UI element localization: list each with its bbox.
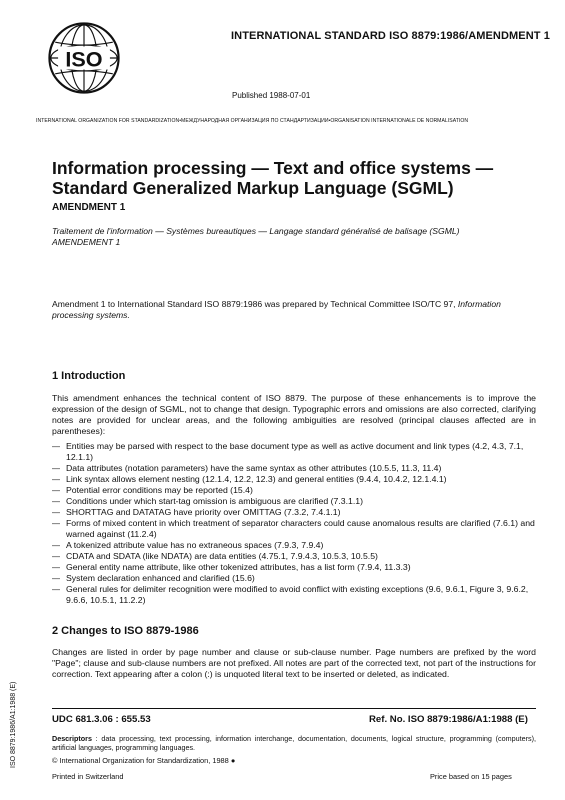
french-title-line-2: AMENDEMENT 1 <box>52 237 121 247</box>
changes-heading: 2 Changes to ISO 8879-1986 <box>52 625 199 637</box>
standard-identifier: INTERNATIONAL STANDARD ISO 8879:1986/AMENDMENT 1 <box>231 30 550 42</box>
descriptors-text: : data processing, text processing, information interchange, documentation, documents, logical structure, programming (computers), artificial languages, programming languages. <box>52 734 536 752</box>
organization-line: INTERNATIONAL ORGANIZATION FOR STANDARDIZATION•МЕЖДУНАРОДНАЯ ОРГАНИЗАЦИЯ ПО СТАНДАРТИЗАЦИИ•ORGANISATION INTERNATIONALE DE NORMALISATION <box>36 118 469 124</box>
logo-text: ISO <box>65 46 103 72</box>
iso-logo <box>48 22 120 94</box>
list-item: — General entity name attribute, like other tokenized attributes, has a list form (7.9.4, 11.3.3) <box>52 562 536 573</box>
changes-paragraph: Changes are listed in order by page number and clause or sub-clause number. Page numbers are prefixed by the word "Page"; clause and sub-clause numbers are not prefixed. All notes are part of the corrected text, not part of the instructions for correction. Text appearing after a colon (:) is unquoted literal text to be inserted or deleted, as indicated. <box>52 647 536 679</box>
list-item: — Forms of mixed content in which treatment of separator characters could cause anomalous results are clarified (7.6.1) and warned against (11.2.4) <box>52 518 536 540</box>
preparation-note <box>52 299 532 321</box>
list-item: — Link syntax allows element nesting (12.1.4, 12.2, 12.3) and general entities (9.4.4, 10.4.2, 12.1.4.1) <box>52 474 536 485</box>
list-item: — General rules for delimiter recognition were modified to avoid conflict with existing exceptions (9.6, 9.6.1, Figure 3, 9.6.2, 9.6.6, 10.5.1, 11.2.2) <box>52 584 536 606</box>
footer-divider <box>52 708 536 709</box>
published-date: Published 1988-07-01 <box>232 91 311 100</box>
preparation-text: Amendment 1 to International Standard ISO 8879:1986 was prepared by Technical Committee ISO/TC 97, <box>52 299 458 309</box>
french-title-line-1: Traitement de l'information — Systèmes bureautiques — Langage standard généralisé de balisage (SGML) <box>52 226 460 236</box>
list-item: — SHORTTAG and DATATAG have priority over OMITTAG (7.3.2, 7.4.1.1) <box>52 507 536 518</box>
french-title <box>52 226 522 248</box>
list-item: — System declaration enhanced and clarified (15.6) <box>52 573 536 584</box>
price-note: Price based on 15 pages <box>430 772 512 781</box>
printed-in: Printed in Switzerland <box>52 772 124 781</box>
side-reference: ISO 8879:1986/A1:1988 (E) <box>10 681 17 768</box>
document-title <box>52 158 532 198</box>
reference-number: Ref. No. ISO 8879:1986/A1:1988 (E) <box>369 714 528 725</box>
introduction-paragraph: This amendment enhances the technical content of ISO 8879. The purpose of these enhancements is to improve the expression of the design of SGML, not to change that design. Typographic errors and omissions are also corrected, clarifying notes are provided for unclear areas, and the following ambiguities are resolved (principal clauses affected are in parentheses): <box>52 393 536 436</box>
title-line-1: Information processing — Text and office systems — <box>52 158 494 178</box>
list-item: — A tokenized attribute value has no extraneous spaces (7.9.3, 7.9.4) <box>52 540 536 551</box>
introduction-heading: 1 Introduction <box>52 370 126 382</box>
ambiguity-list <box>52 441 536 606</box>
descriptors <box>52 734 536 752</box>
list-item: — CDATA and SDATA (like NDATA) are data entities (4.75.1, 7.9.4.3, 10.5.3, 10.5.5) <box>52 551 536 562</box>
descriptors-label: Descriptors <box>52 734 92 743</box>
list-item: — Data attributes (notation parameters) have the same syntax as other attributes (10.5.5, 11.3, 11.4) <box>52 463 536 474</box>
list-item: — Conditions under which start-tag omission is ambiguous are clarified (7.3.1.1) <box>52 496 536 507</box>
udc-number: UDC 681.3.06 : 655.53 <box>52 714 151 725</box>
title-line-2: Standard Generalized Markup Language (SGML) <box>52 178 454 198</box>
list-item: — Potential error conditions may be reported (15.4) <box>52 485 536 496</box>
amendment-label: AMENDMENT 1 <box>52 202 126 213</box>
preparation-committee: Information processing systems. <box>52 299 501 320</box>
copyright-notice: © International Organization for Standardization, 1988 ● <box>52 756 236 765</box>
list-item: — Entities may be parsed with respect to the base document type as well as active document and link types (4.2, 4.3, 7.1, 12.1.1) <box>52 441 536 463</box>
